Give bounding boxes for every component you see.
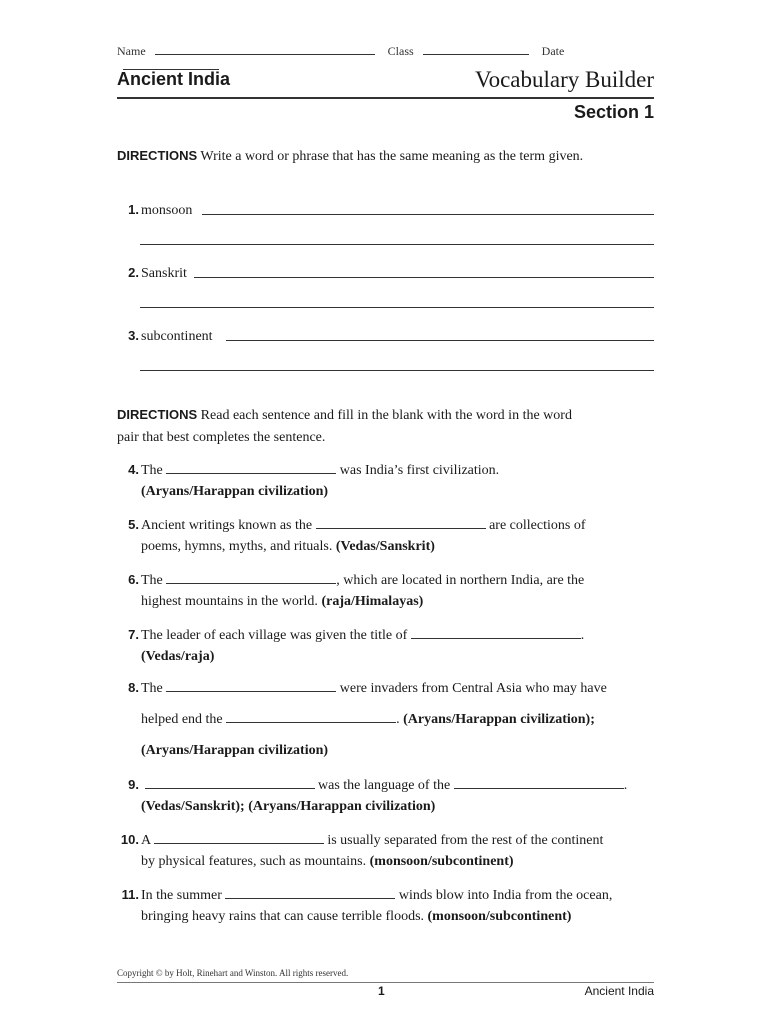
- footer-rule: [117, 982, 654, 983]
- fill-blank[interactable]: [145, 788, 315, 789]
- word-pair: (monsoon/subcontinent): [369, 854, 514, 869]
- question-8: 8. The were invaders from Central Asia who may have helped end the . (Aryans/Harappan civilization); (Aryans/Harappan civilization): [117, 677, 654, 761]
- question-10: 10. A is usually separated from the rest of the continent by physical features, such as mountains. (monsoon/subcontinent): [120, 832, 604, 869]
- word-pair: (monsoon/subcontinent): [427, 909, 572, 924]
- title-rule: [117, 97, 654, 99]
- copyright-notice: Copyright © by Holt, Rinehart and Winston. All rights reserved.: [117, 968, 349, 978]
- fill-blank[interactable]: [316, 528, 486, 529]
- word-pair: (Aryans/Harappan civilization);: [403, 712, 595, 727]
- word-pair: (Aryans/Harappan civilization): [141, 743, 329, 758]
- term-2: Sanskrit: [141, 266, 187, 281]
- word-pair: (raja/Himalayas): [321, 594, 424, 609]
- fill-blank[interactable]: [454, 788, 624, 789]
- question-11: 11. In the summer winds blow into India from the ocean, bringing heavy rains that can cause terrible floods. (monsoon/subcontinent): [121, 887, 613, 924]
- name-blank[interactable]: [155, 54, 375, 55]
- term-item-2: 2. Sanskrit: [128, 265, 187, 281]
- word-pair: (Vedas/raja): [141, 649, 215, 664]
- fill-blank[interactable]: [166, 473, 336, 474]
- term-item-1: 1. monsoon: [128, 202, 193, 218]
- answer-line[interactable]: [140, 244, 654, 245]
- directions-2-text: Read each sentence and fill in the blank with the word in the word pair that best completes the sentence.: [117, 408, 572, 445]
- question-4: 4. The was India’s first civilization. (Aryans/Harappan civilization): [117, 459, 654, 502]
- question-9: 9. was the language of the . (Vedas/Sanskrit); (Aryans/Harappan civilization): [117, 774, 654, 817]
- footer-title: Ancient India: [584, 984, 654, 998]
- fill-blank[interactable]: [154, 843, 324, 844]
- fill-blank[interactable]: [226, 722, 396, 723]
- worksheet-title: Vocabulary Builder: [474, 67, 654, 92]
- word-pair: (Vedas/Sanskrit); (Aryans/Harappan civilization): [141, 799, 436, 814]
- answer-line[interactable]: [202, 214, 654, 215]
- question-6: 6. The , which are located in northern India, are the highest mountains in the world. (raja/Himalayas): [128, 572, 585, 609]
- page-number: 1: [378, 984, 385, 998]
- section-label: Section 1: [573, 102, 654, 122]
- term-item-3: 3. subcontinent: [128, 328, 213, 344]
- answer-line[interactable]: [194, 277, 654, 278]
- fill-blank[interactable]: [411, 638, 581, 639]
- directions-1: [117, 145, 587, 168]
- chapter-title: Ancient India: [117, 69, 231, 89]
- answer-line[interactable]: [140, 307, 654, 308]
- directions-1-text: Write a word or phrase that has the same meaning as the term given.: [200, 149, 584, 164]
- word-pair: (Vedas/Sanskrit): [335, 539, 435, 554]
- class-blank[interactable]: [423, 54, 529, 55]
- directions-1-label: DIRECTIONS: [117, 148, 198, 163]
- answer-line[interactable]: [226, 340, 654, 341]
- term-1: monsoon: [141, 203, 193, 218]
- question-7: 7. The leader of each village was given the title of . (Vedas/raja): [117, 624, 654, 667]
- date-label: Date: [541, 44, 565, 58]
- fill-blank[interactable]: [166, 691, 336, 692]
- term-3: subcontinent: [141, 329, 213, 344]
- word-pair: (Aryans/Harappan civilization): [141, 484, 329, 499]
- answer-line[interactable]: [140, 370, 654, 371]
- question-5: 5. Ancient writings known as the are collections of poems, hymns, myths, and rituals. (Vedas/Sanskrit): [128, 517, 586, 554]
- fill-blank[interactable]: [225, 898, 395, 899]
- name-label: Name: [117, 44, 146, 58]
- directions-2: [117, 404, 587, 449]
- directions-2-label: DIRECTIONS: [117, 407, 198, 422]
- fill-blank[interactable]: [166, 583, 336, 584]
- class-label: Class: [387, 44, 414, 58]
